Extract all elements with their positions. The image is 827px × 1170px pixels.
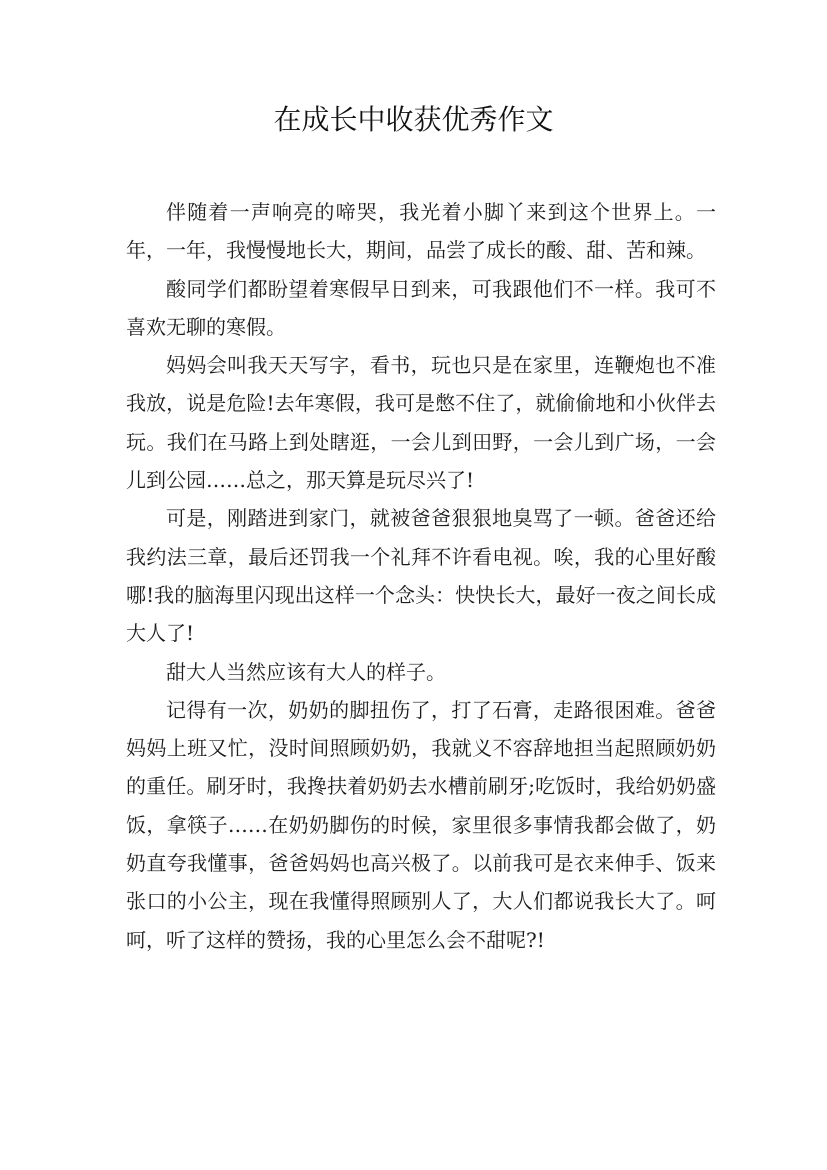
paragraph: 可是，刚踏进到家门，就被爸爸狠狠地臭骂了一顿。爸爸还给我约法三章，最后还罚我一个礼拜不许看电视。唉，我的心里好酸哪!我的脑海里闪现出这样一个念头：快快长大，最好一夜之间长成大人了!	[126, 506, 716, 646]
paragraph: 伴随着一声响亮的啼哭，我光着小脚丫来到这个世界上。一年，一年，我慢慢地长大，期间，品尝了成长的酸、甜、苦和辣。	[126, 200, 716, 263]
paragraph: 记得有一次，奶奶的脚扭伤了，打了石膏，走路很困难。爸爸妈妈上班又忙，没时间照顾奶奶，我就义不容辞地担当起照顾奶奶的重任。刷牙时，我搀扶着奶奶去水槽前刷牙;吃饭时，我给奶奶盛饭，拿筷子……在奶奶脚伤的时候，家里很多事情我都会做了，奶奶直夸我懂事，爸爸妈妈也高兴极了。以前我可是衣来伸手、饭来张口的小公主，现在我懂得照顾别人了，大人们都说我长大了。呵呵，听了这样的赞扬，我的心里怎么会不甜呢?!	[126, 697, 716, 952]
paragraph: 妈妈会叫我天天写字，看书，玩也只是在家里，连鞭炮也不准我放，说是危险!去年寒假，我可是憋不住了，就偷偷地和小伙伴去玩。我们在马路上到处瞎逛，一会儿到田野，一会儿到广场，一会儿到公园……总之，那天算是玩尽兴了!	[126, 353, 716, 493]
document-title: 在成长中收获优秀作文	[273, 103, 554, 136]
paragraph: 甜大人当然应该有大人的样子。	[166, 659, 446, 684]
document-body	[126, 193, 716, 959]
paragraph: 酸同学们都盼望着寒假早日到来，可我跟他们不一样。我可不喜欢无聊的寒假。	[126, 276, 716, 339]
